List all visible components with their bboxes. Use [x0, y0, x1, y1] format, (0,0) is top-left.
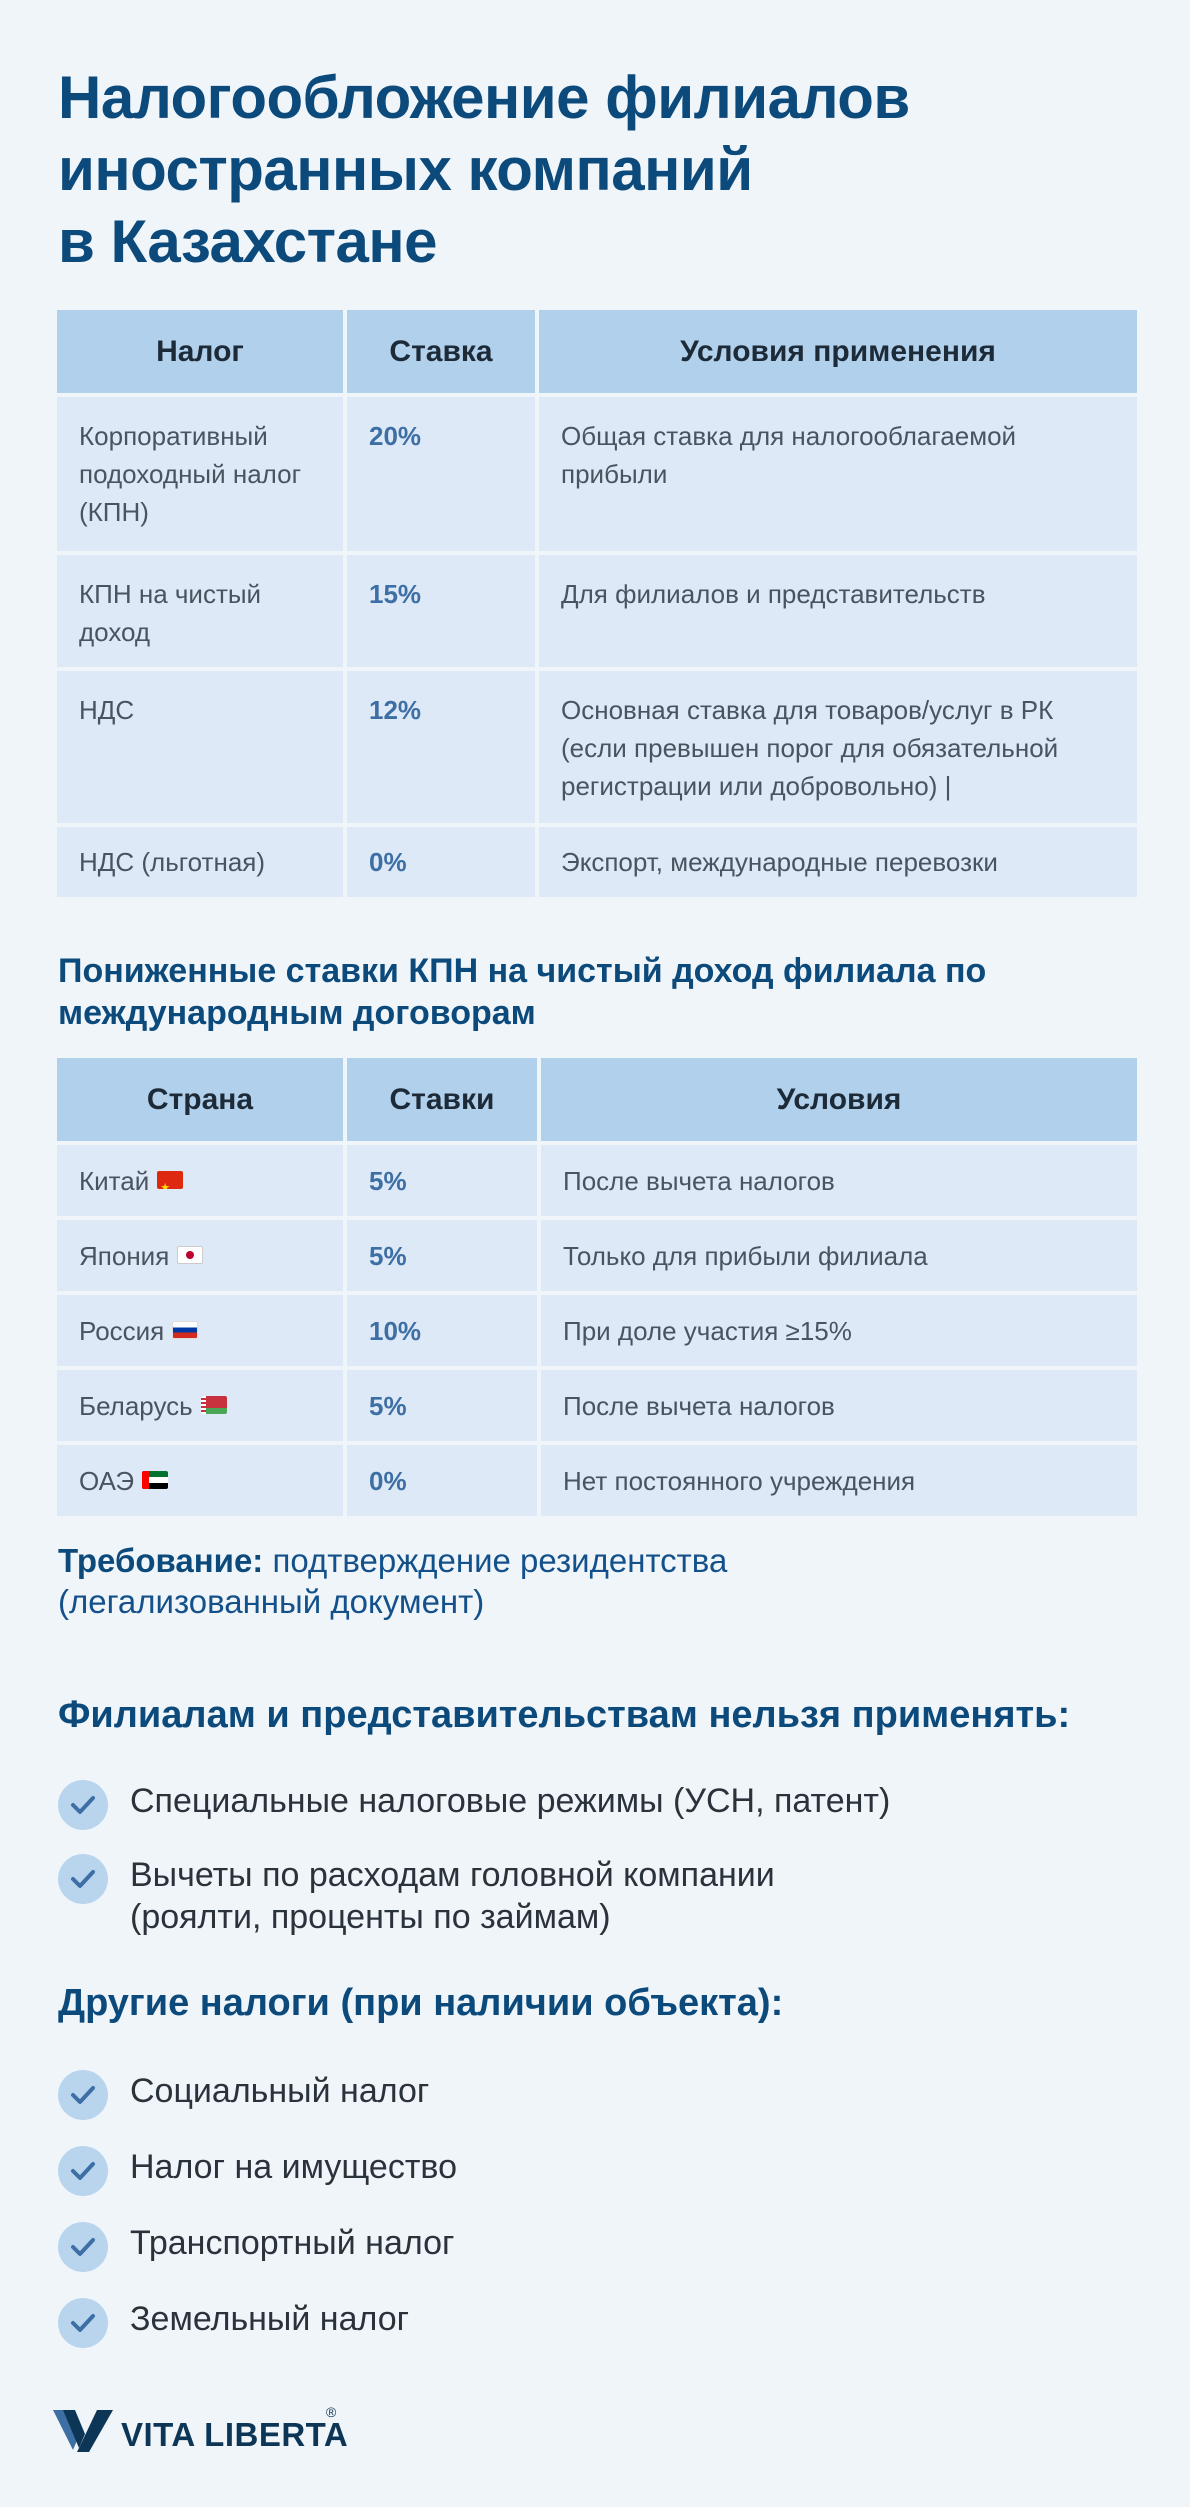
other-taxes-list [58, 2070, 1118, 2374]
tax-conditions-cell: Общая ставка для налогооблагаемой прибыли [539, 397, 1137, 551]
treaty-rate-cell: 5% [347, 1370, 537, 1441]
treaty-conditions-cell: Только для прибыли филиала [541, 1220, 1137, 1291]
column-header-conditions: Условия [541, 1058, 1137, 1141]
check-icon [58, 1780, 108, 1830]
country-name: ОАЭ [79, 1465, 135, 1496]
country-cell [57, 1295, 343, 1366]
page-title [58, 62, 1058, 278]
column-header-tax: Налог [57, 310, 343, 393]
tax-conditions-cell: Для филиалов и представительств [539, 555, 1137, 667]
list-item [58, 2298, 1118, 2374]
list-item [58, 1854, 1118, 1938]
column-header-rate: Ставка [347, 310, 535, 393]
country-cell [57, 1445, 343, 1516]
list-item-text: Транспортный налог [130, 2224, 455, 2262]
restrictions-list [58, 1780, 1118, 1970]
table-header-row [57, 1058, 1137, 1141]
treaty-conditions-cell: После вычета налогов [541, 1145, 1137, 1216]
tax-name-cell: НДС [57, 671, 343, 823]
list-item-text: Вычеты по расходам головной компании (роялти, проценты по займам) [130, 1856, 775, 1936]
tax-name-cell: НДС (льготная) [57, 827, 343, 897]
tax-rate-cell: 12% [347, 671, 535, 823]
russia-flag-icon [172, 1321, 198, 1339]
treaty-conditions-cell: При доле участия ≥15% [541, 1295, 1137, 1366]
country-cell [57, 1145, 343, 1216]
country-name: Беларусь [79, 1390, 193, 1421]
requirement-text: подтверждение резидентства (легализованный документ) [58, 1542, 728, 1620]
tax-conditions-cell: Основная ставка для товаров/услуг в РК (если превышен порог для обязательной регистрации или добровольно) | [539, 671, 1137, 823]
table-row [57, 671, 1137, 823]
residency-requirement [58, 1540, 878, 1622]
table-header-row [57, 310, 1137, 393]
tax-conditions-cell: Экспорт, международные перевозки [539, 827, 1137, 897]
tax-rates-table [53, 306, 1141, 901]
other-taxes-heading: Другие налоги (при наличии объекта): [58, 1982, 784, 2024]
list-item [58, 2070, 1118, 2146]
list-item-text: Налог на имущество [130, 2148, 457, 2186]
table-row [57, 1370, 1137, 1441]
treaty-rate-cell: 0% [347, 1445, 537, 1516]
treaty-rate-cell: 10% [347, 1295, 537, 1366]
table-row [57, 827, 1137, 897]
tax-name-cell: Корпоративный подоходный налог (КПН) [57, 397, 343, 551]
country-name: Китай [79, 1165, 150, 1196]
tax-rate-cell: 20% [347, 397, 535, 551]
tax-rate-cell: 0% [347, 827, 535, 897]
vita-liberta-logo-icon [53, 2410, 115, 2452]
belarus-flag-icon [201, 1396, 227, 1414]
country-cell [57, 1220, 343, 1291]
treaty-rates-table [53, 1054, 1141, 1520]
list-item-text: Социальный налог [130, 2072, 430, 2110]
list-item [58, 1780, 1118, 1822]
tax-name-cell: КПН на чистый доход [57, 555, 343, 667]
treaty-rates-heading: Пониженные ставки КПН на чистый доход филиала по международным договорам [58, 952, 987, 1032]
list-item [58, 2222, 1118, 2298]
check-icon [58, 2070, 108, 2120]
country-name: Япония [79, 1240, 170, 1271]
registered-mark: ® [326, 2404, 337, 2420]
country-cell [57, 1370, 343, 1441]
tax-rate-cell: 15% [347, 555, 535, 667]
china-flag-icon [157, 1171, 183, 1189]
japan-flag-icon [177, 1246, 203, 1264]
column-header-country: Страна [57, 1058, 343, 1141]
list-item-text: Земельный налог [130, 2300, 410, 2338]
table-row [57, 1445, 1137, 1516]
restrictions-heading: Филиалам и представительствам нельзя применять: [58, 1694, 1071, 1736]
country-name: Россия [79, 1315, 165, 1346]
uae-flag-icon [142, 1471, 168, 1489]
treaty-conditions-cell: После вычета налогов [541, 1370, 1137, 1441]
list-item-text: Специальные налоговые режимы (УСН, патент) [130, 1782, 891, 1820]
requirement-label: Требование: [58, 1542, 264, 1579]
page-title-line-2: иностранных компаний [58, 136, 753, 203]
page-title-line-1: Налогообложение филиалов [58, 64, 910, 131]
table-row [57, 1220, 1137, 1291]
column-header-conditions: Условия применения [539, 310, 1137, 393]
check-icon [58, 2298, 108, 2348]
column-header-rates: Ставки [347, 1058, 537, 1141]
table-row [57, 1145, 1137, 1216]
brand-name: VITA LIBERTA [121, 2416, 349, 2453]
table-row [57, 1295, 1137, 1366]
treaty-rate-cell: 5% [347, 1145, 537, 1216]
check-icon [58, 1854, 108, 1904]
table-row [57, 397, 1137, 551]
table-row [57, 555, 1137, 667]
check-icon [58, 2146, 108, 2196]
treaty-conditions-cell: Нет постоянного учреждения [541, 1445, 1137, 1516]
check-icon [58, 2222, 108, 2272]
list-item [58, 2146, 1118, 2222]
treaty-rate-cell: 5% [347, 1220, 537, 1291]
page-title-line-3: в Казахстане [58, 208, 438, 275]
